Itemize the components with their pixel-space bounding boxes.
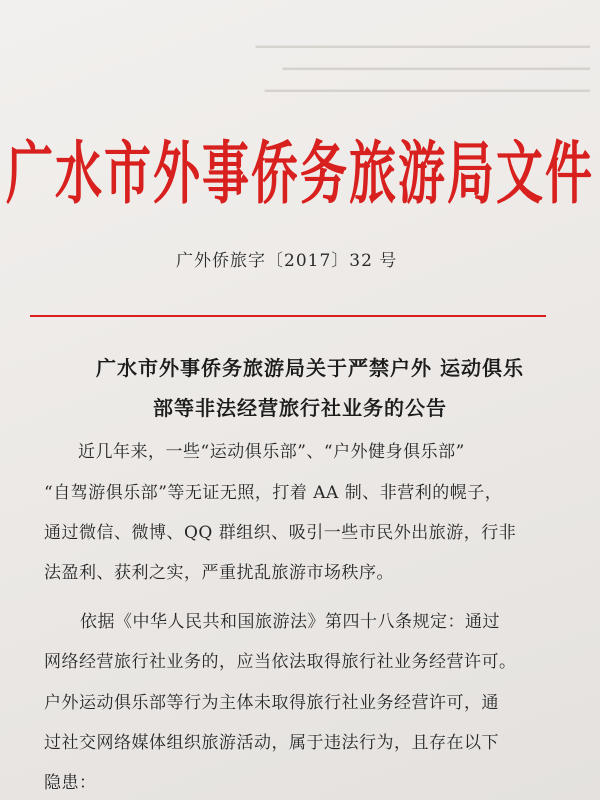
red-divider-line: [30, 315, 546, 317]
document-number: 广外侨旅字〔2017〕32 号: [176, 251, 398, 271]
body-line: 过社交网络媒体组织旅游活动，属于违法行为，且存在以下: [44, 733, 499, 753]
body-line: “自驾游俱乐部”等无证无照，打着 AA 制、非营利的幌子，: [44, 483, 503, 503]
body-line: 法盈利、获利之实，严重扰乱旅游市场秩序。: [44, 563, 394, 583]
body-line: 隐患：: [44, 773, 97, 793]
notice-title-line-2: 部等非法经营旅行社业务的公告: [153, 396, 447, 420]
body-line: 通过微信、微博、QQ 群组织、吸引一些市民外出旅游，行非: [44, 523, 517, 543]
show-through-text: ━━━━━━━━━━━━━━━━━━━━━━━━━━━━━━━━━━━━━ ━━━━━━━━━━━━━━━━━━━━━━━━━━━━━━━━━━ ━━━━━━━━━━━━━━━━━━━━━━━━━━━━━━━━━━━━: [255, 38, 590, 100]
body-line: 网络经营旅行社业务的，应当依法取得旅行社业务经营许可。: [44, 652, 517, 672]
body-line: 近几年来，一些“运动俱乐部”、“户外健身俱乐部”: [78, 442, 465, 462]
body-line: 户外运动俱乐部等行为主体未取得旅行社业务经营许可，通: [44, 693, 499, 713]
issuer-header-title: 广水市外事侨务旅游局文件: [6, 134, 594, 215]
body-line: 依据《中华人民共和国旅游法》第四十八条规定：通过: [80, 612, 500, 632]
notice-title-line-1: 广水市外事侨务旅游局关于严禁户外 运动俱乐: [96, 356, 524, 380]
